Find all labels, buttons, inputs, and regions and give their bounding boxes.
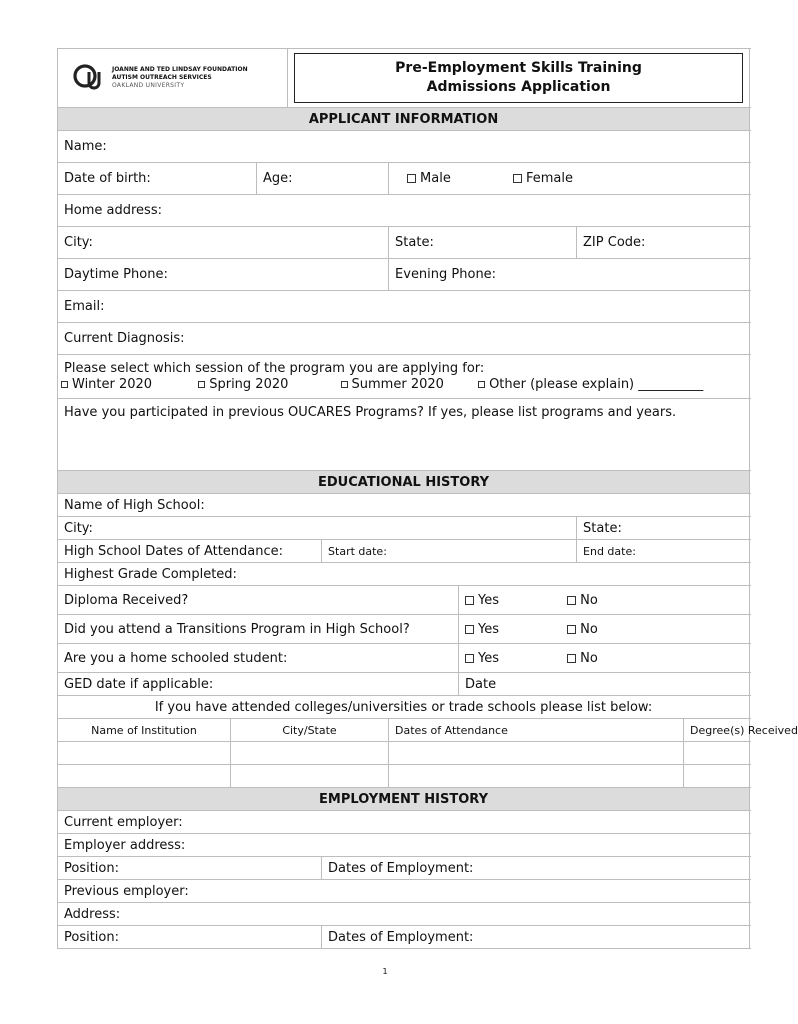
ged-label: GED date if applicable:	[58, 673, 459, 696]
session-prompt: Please select which session of the program you are applying for:	[64, 360, 485, 376]
form-title	[294, 53, 743, 103]
page-number: 1	[382, 967, 388, 976]
no-label: No	[580, 650, 598, 666]
homeschool-yes-checkbox[interactable]	[465, 654, 474, 663]
title-cell	[288, 49, 750, 108]
college-dates-cell[interactable]	[389, 742, 684, 765]
home-address-field[interactable]: Home address:	[58, 195, 750, 227]
dates-employment-field[interactable]: Dates of Employment:	[322, 857, 750, 880]
winter-checkbox[interactable]	[61, 381, 68, 388]
state-field[interactable]: State:	[389, 227, 577, 259]
school-city-field[interactable]: City:	[58, 517, 577, 540]
session-other-option[interactable]	[478, 377, 703, 392]
ou-logo-icon	[72, 63, 104, 93]
other-label: Other (please explain) __________	[489, 376, 704, 392]
form-table	[57, 48, 798, 949]
ou-logo	[58, 50, 287, 106]
current-employer-field[interactable]: Current employer:	[58, 811, 750, 834]
diploma-options	[459, 586, 750, 615]
zip-field[interactable]: ZIP Code:	[577, 227, 750, 259]
home-schooled-options	[459, 644, 750, 673]
highest-grade-field[interactable]: Highest Grade Completed:	[58, 563, 750, 586]
previous-employer-field[interactable]: Previous employer:	[58, 880, 750, 903]
diploma-label: Diploma Received?	[58, 586, 459, 615]
logo-line2: AUTISM OUTREACH SERVICES	[112, 74, 212, 81]
diploma-yes-checkbox[interactable]	[465, 596, 474, 605]
transitions-options	[459, 615, 750, 644]
previous-programs-field[interactable]: Have you participated in previous OUCARES Programs? If yes, please list programs and years.	[58, 399, 750, 471]
col-degree-header: Degree(s) Received	[684, 719, 750, 742]
session-winter-option[interactable]	[61, 377, 152, 392]
female-option[interactable]	[513, 171, 573, 186]
female-label: Female	[525, 171, 573, 186]
no-label: No	[580, 621, 598, 637]
male-checkbox[interactable]	[407, 174, 416, 183]
ged-date-field[interactable]: Date	[459, 673, 750, 696]
yes-label: Yes	[478, 592, 500, 608]
male-option[interactable]	[407, 171, 451, 186]
previous-dates-field[interactable]: Dates of Employment:	[322, 926, 750, 949]
employment-heading: EMPLOYMENT HISTORY	[58, 788, 750, 811]
employer-address-field[interactable]: Employer address:	[58, 834, 750, 857]
transitions-no-option[interactable]	[567, 622, 598, 637]
home-schooled-label: Are you a home schooled student:	[58, 644, 459, 673]
female-checkbox[interactable]	[513, 174, 522, 183]
summer-label: Summer 2020	[351, 376, 444, 392]
college-institution-cell[interactable]	[58, 765, 231, 788]
education-heading: EDUCATIONAL HISTORY	[58, 471, 750, 494]
college-city-cell[interactable]	[231, 765, 389, 788]
transitions-yes-option[interactable]	[465, 622, 499, 637]
spring-label: Spring 2020	[209, 376, 289, 392]
hs-end-date-field[interactable]: End date:	[577, 540, 750, 563]
session-summer-option[interactable]	[341, 377, 444, 392]
city-field[interactable]: City:	[58, 227, 389, 259]
other-checkbox[interactable]	[478, 381, 485, 388]
session-field	[58, 355, 750, 399]
hs-dates-label: High School Dates of Attendance:	[58, 540, 322, 563]
college-row	[58, 765, 750, 788]
logo-line3: OAKLAND UNIVERSITY	[112, 82, 185, 89]
college-dates-cell[interactable]	[389, 765, 684, 788]
hs-start-date-field[interactable]: Start date:	[322, 540, 577, 563]
diagnosis-field[interactable]: Current Diagnosis:	[58, 323, 750, 355]
college-city-cell[interactable]	[231, 742, 389, 765]
col-city-header: City/State	[231, 719, 389, 742]
college-degree-cell[interactable]	[684, 742, 750, 765]
homeschool-no-checkbox[interactable]	[567, 654, 576, 663]
summer-checkbox[interactable]	[341, 381, 348, 388]
title-line1: Pre-Employment Skills Training	[395, 60, 642, 76]
title-line2: Admissions Application	[426, 79, 611, 95]
male-label: Male	[420, 171, 451, 186]
colleges-prompt: If you have attended colleges/universities or trade schools please list below:	[58, 696, 750, 719]
college-degree-cell[interactable]	[684, 765, 750, 788]
previous-position-field[interactable]: Position:	[58, 926, 322, 949]
logo-cell	[58, 49, 288, 108]
dob-field[interactable]: Date of birth:	[58, 163, 257, 195]
homeschool-yes-option[interactable]	[465, 651, 499, 666]
winter-label: Winter 2020	[72, 376, 153, 392]
evening-phone-field[interactable]: Evening Phone:	[389, 259, 750, 291]
spring-checkbox[interactable]	[198, 381, 205, 388]
gender-field	[389, 163, 750, 195]
yes-label: Yes	[478, 650, 500, 666]
diploma-no-checkbox[interactable]	[567, 596, 576, 605]
no-label: No	[580, 592, 598, 608]
col-dates-header: Dates of Attendance	[389, 719, 684, 742]
age-field[interactable]: Age:	[257, 163, 389, 195]
transitions-yes-checkbox[interactable]	[465, 625, 474, 634]
transitions-label: Did you attend a Transitions Program in High School?	[58, 615, 459, 644]
application-form	[57, 48, 798, 949]
session-spring-option[interactable]	[198, 377, 288, 392]
email-field[interactable]: Email:	[58, 291, 750, 323]
col-institution-header: Name of Institution	[58, 719, 231, 742]
name-field[interactable]: Name:	[58, 131, 750, 163]
diploma-yes-option[interactable]	[465, 593, 499, 608]
transitions-no-checkbox[interactable]	[567, 625, 576, 634]
previous-address-field[interactable]: Address:	[58, 903, 750, 926]
homeschool-no-option[interactable]	[567, 651, 598, 666]
daytime-phone-field[interactable]: Daytime Phone:	[58, 259, 389, 291]
school-state-field[interactable]: State:	[577, 517, 750, 540]
college-row	[58, 742, 750, 765]
diploma-no-option[interactable]	[567, 593, 598, 608]
logo-line1: JOANNE AND TED LINDSAY FOUNDATION	[112, 66, 248, 73]
applicant-heading: APPLICANT INFORMATION	[58, 108, 750, 131]
high-school-field[interactable]: Name of High School:	[58, 494, 750, 517]
yes-label: Yes	[478, 621, 500, 637]
college-institution-cell[interactable]	[58, 742, 231, 765]
position-field[interactable]: Position:	[58, 857, 322, 880]
